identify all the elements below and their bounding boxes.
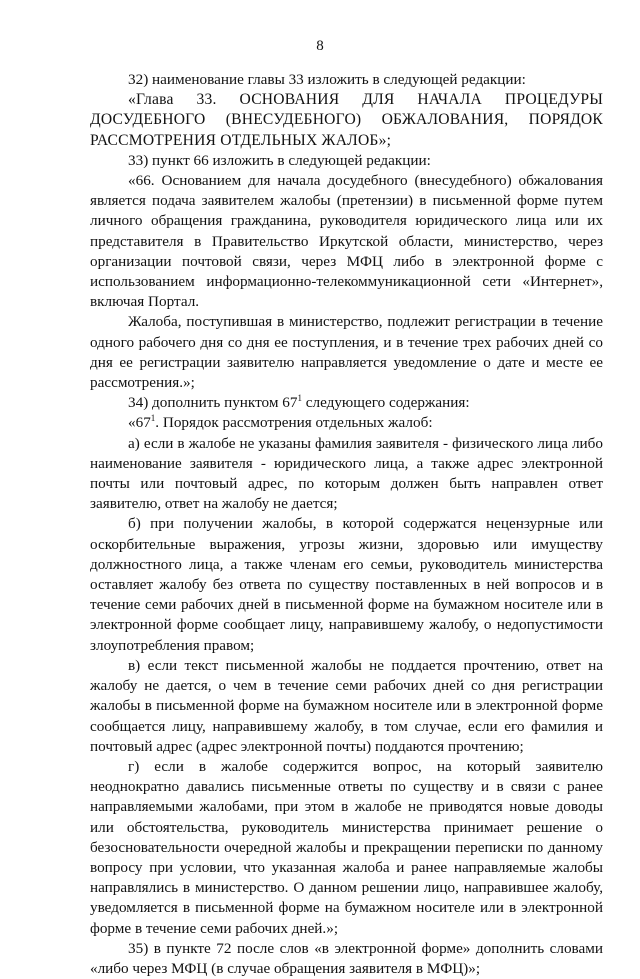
paragraph-item-33: 33) пункт 66 изложить в следующей редакции: — [128, 151, 431, 169]
paragraph-item-34 — [90, 393, 603, 413]
paragraph-point-67-1-before: «67 — [128, 414, 151, 432]
paragraph-item-32: 32) наименование главы 33 изложить в следующей редакции: — [128, 71, 526, 88]
superscript-1: 1 — [297, 393, 302, 404]
chapter-heading: «Глава 33. ОСНОВАНИЯ ДЛЯ НАЧАЛА ПРОЦЕДУРЫ ДОСУДЕБНОГО (ВНЕСУДЕБНОГО) ОБЖАЛОВАНИЯ, ПОРЯДОК РАССМОТРЕНИЯ ОТДЕЛЬНЫХ ЖАЛОБ»; — [90, 91, 603, 149]
subparagraph-v: в) если текст письменной жалобы не поддается прочтению, ответ на жалобу не дается, о чем в течение семи рабочих дней со дня регистрации жалобы в письменной форме на бумажном носителе или в электронной форме сообщается лицу, направившему жалобу, в том случае, если его фамилия и почтовый адрес (адрес электронной почты) поддаются прочтению; — [90, 656, 603, 755]
paragraph-point-66: «66. Основанием для начала досудебного (внесудебного) обжалования является подача заявителем жалобы (претензии) в письменной форме путем личного обращения гражданина, руководителя юридического лица или их представителя в Правительство Иркутской области, министерство, через организации почтовой связи, через МФЦ либо в электронной форме с использованием информационно-телекоммуникационной сети «Интернет», включая Портал. — [90, 172, 603, 311]
paragraph-item-34-after: следующего содержания: — [301, 394, 470, 412]
paragraph-point-67-1-after: . Порядок рассмотрения отдельных жалоб: — [155, 414, 433, 432]
paragraph-registration: Жалоба, поступившая в министерство, подлежит регистрации в течение одного рабочего дня со дня ее поступления, и в течение трех рабочих дней со дня ее регистрации заявителю направляется уведомление о дате и месте ее рассмотрения.»; — [90, 313, 603, 392]
subparagraph-b: б) при получении жалобы, в которой содержатся нецензурные или оскорбительные выражения, угрозы жизни, здоровью или имуществу должностного лица, а также членам его семьи, руководитель министерства оставляет жалобу без ответа по существу поставленных в ней вопросов и в течение семи рабочих дней в письменной форме на бумажном носителе или в электронной форме сообщает лицу, направившему жалобу, о недопустимости злоупотребления правом; — [90, 515, 603, 654]
page-number: 8 — [316, 38, 324, 54]
subparagraph-a: а) если в жалобе не указаны фамилия заявителя - физического лица либо наименование заявителя - юридического лица, а также адрес электронной почты или почтовый адрес, по которым должен быть направлен ответ заявителю, ответ на жалобу не дается; — [90, 434, 603, 513]
superscript-1: 1 — [150, 413, 156, 424]
subparagraph-g: г) если в жалобе содержится вопрос, на который заявителю неоднократно давались письменные ответы по существу и в связи с ранее направляемыми жалобами, при этом в жалобе не приводятся новые доводы или обстоятельства, руководитель министерства принимает решение о безосновательности очередной жалобы и прекращении переписки по данному вопросу при условии, что указанная жалоба и ранее направляемые жалобы направлялись в министерство. О данном решении лицо, направившее жалобу, уведомляется в письменной форме на бумажном носителе или в электронной форме в течение семи рабочих дней.»; — [90, 757, 603, 937]
document-body — [90, 70, 603, 979]
paragraph-item-34-before: 34) дополнить пунктом 67 — [128, 394, 298, 412]
paragraph-point-67-1 — [90, 413, 603, 433]
paragraph-item-35: 35) в пункте 72 после слов «в электронной форме» дополнить словами «либо через МФЦ (в случае обращения заявителя в МФЦ)»; — [90, 939, 603, 977]
